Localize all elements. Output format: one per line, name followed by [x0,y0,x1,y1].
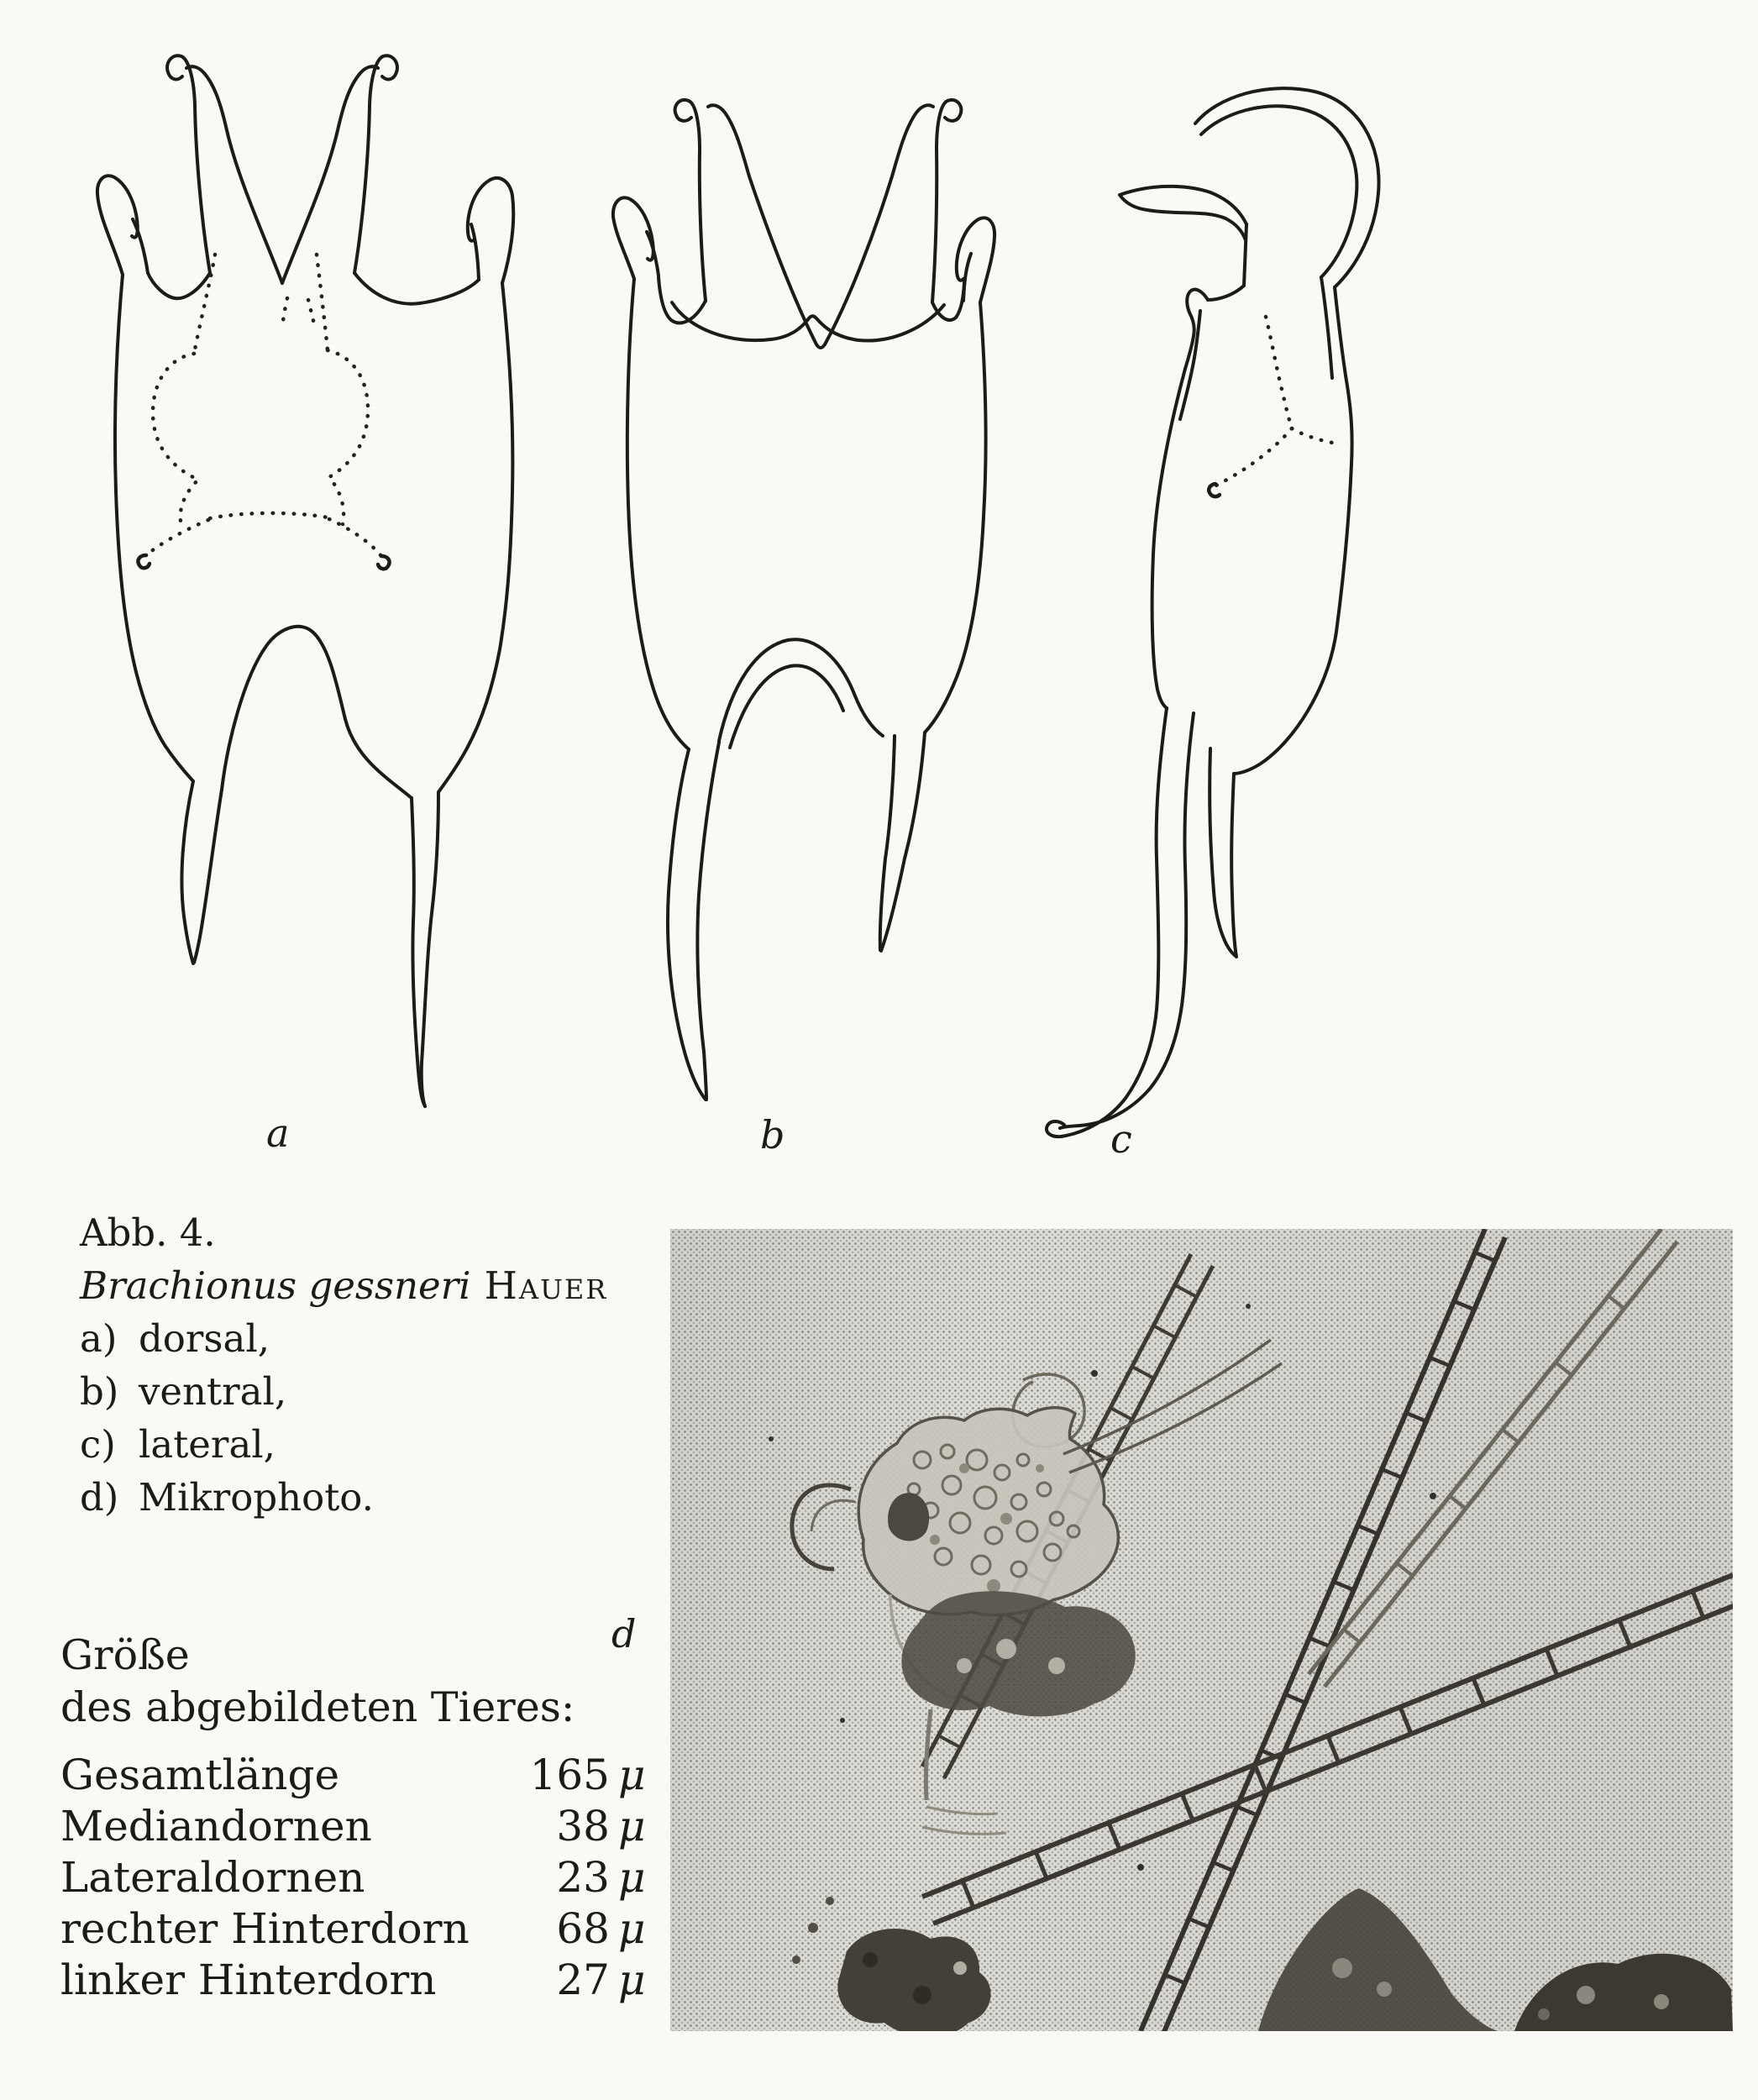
dorsal-outline [97,55,513,1106]
measurement-unit: μ [618,1751,646,1799]
dorsal-internal-dotted [146,255,381,556]
algae-filament-2 [1141,1229,1505,2031]
measurement-row [60,1751,647,1802]
caption-item-b [80,1365,607,1418]
drawing-lateral-view [1008,76,1747,1168]
measurement-unit: μ [618,1853,646,1902]
caption-item-text: lateral, [139,1422,276,1467]
rotifer-mastax [888,1493,929,1541]
rotifer-anterior-hook [792,1485,851,1569]
rotifer-foot-lines [922,1807,1006,1834]
microphoto-content [670,1229,1733,2031]
figure-number: Abb. 4. [80,1210,216,1255]
caption-item-key: b) [80,1369,119,1414]
measurement-row [60,1956,647,2007]
measurement-value: 165 [529,1751,610,1799]
species-line [80,1259,607,1312]
panel-label-b: b [760,1112,785,1158]
measurement-value: 23 [556,1853,610,1902]
debris-clumps [792,1888,1733,2031]
caption-item-c [80,1418,607,1471]
caption-item-text: Mikrophoto. [139,1475,374,1520]
caption-item-key: d) [80,1475,119,1520]
caption-item-a [80,1312,607,1365]
ventral-outline [613,100,994,1100]
measurement-row [60,1904,647,1956]
caption-item-key: a) [80,1316,118,1361]
size-heading-line2: des abgebildeten Tieres: [60,1683,575,1731]
measurement-row [60,1802,647,1853]
panel-label-d: d [611,1611,637,1656]
measurement-label: rechter Hinterdorn [60,1904,470,1953]
microphoto [670,1229,1733,2031]
dorsal-lateral-antennae-marks [138,555,389,569]
measurement-label: Mediandornen [60,1802,372,1851]
figure-caption [80,1206,607,1524]
panel-label-a: a [266,1110,290,1156]
caption-item-text: dorsal, [139,1316,270,1361]
caption-item-d [80,1471,607,1524]
measurement-unit: μ [618,1956,646,2004]
panel-label-c: c [1110,1116,1132,1162]
measurement-value: 68 [556,1904,610,1953]
species-name: Brachionus gessneri [80,1263,471,1308]
rotifer-lower-mass [901,1591,1135,1716]
lateral-internal-dotted [1212,317,1332,487]
size-heading-line1: Größe [60,1631,190,1679]
measurement-label: Lateraldornen [60,1853,365,1902]
lateral-outline [1047,88,1379,1137]
measurement-unit: μ [618,1904,646,1953]
measurement-value: 38 [556,1802,610,1851]
rotifer-hook-inner [811,1500,855,1531]
rotifer-organism [792,1340,1282,1834]
species-author: Hauer [484,1263,608,1308]
caption-item-key: c) [80,1422,116,1467]
measurement-label: Gesamtlänge [60,1751,340,1799]
measurement-value: 27 [556,1956,610,2004]
measurement-table [60,1751,647,2007]
photo-specks [769,1304,1436,1871]
measurement-row [60,1853,647,1904]
drawing-dorsal-view [59,21,563,1138]
measurement-label: linker Hinterdorn [60,1956,437,2004]
measurement-unit: μ [618,1802,646,1851]
caption-item-text: ventral, [139,1369,287,1414]
